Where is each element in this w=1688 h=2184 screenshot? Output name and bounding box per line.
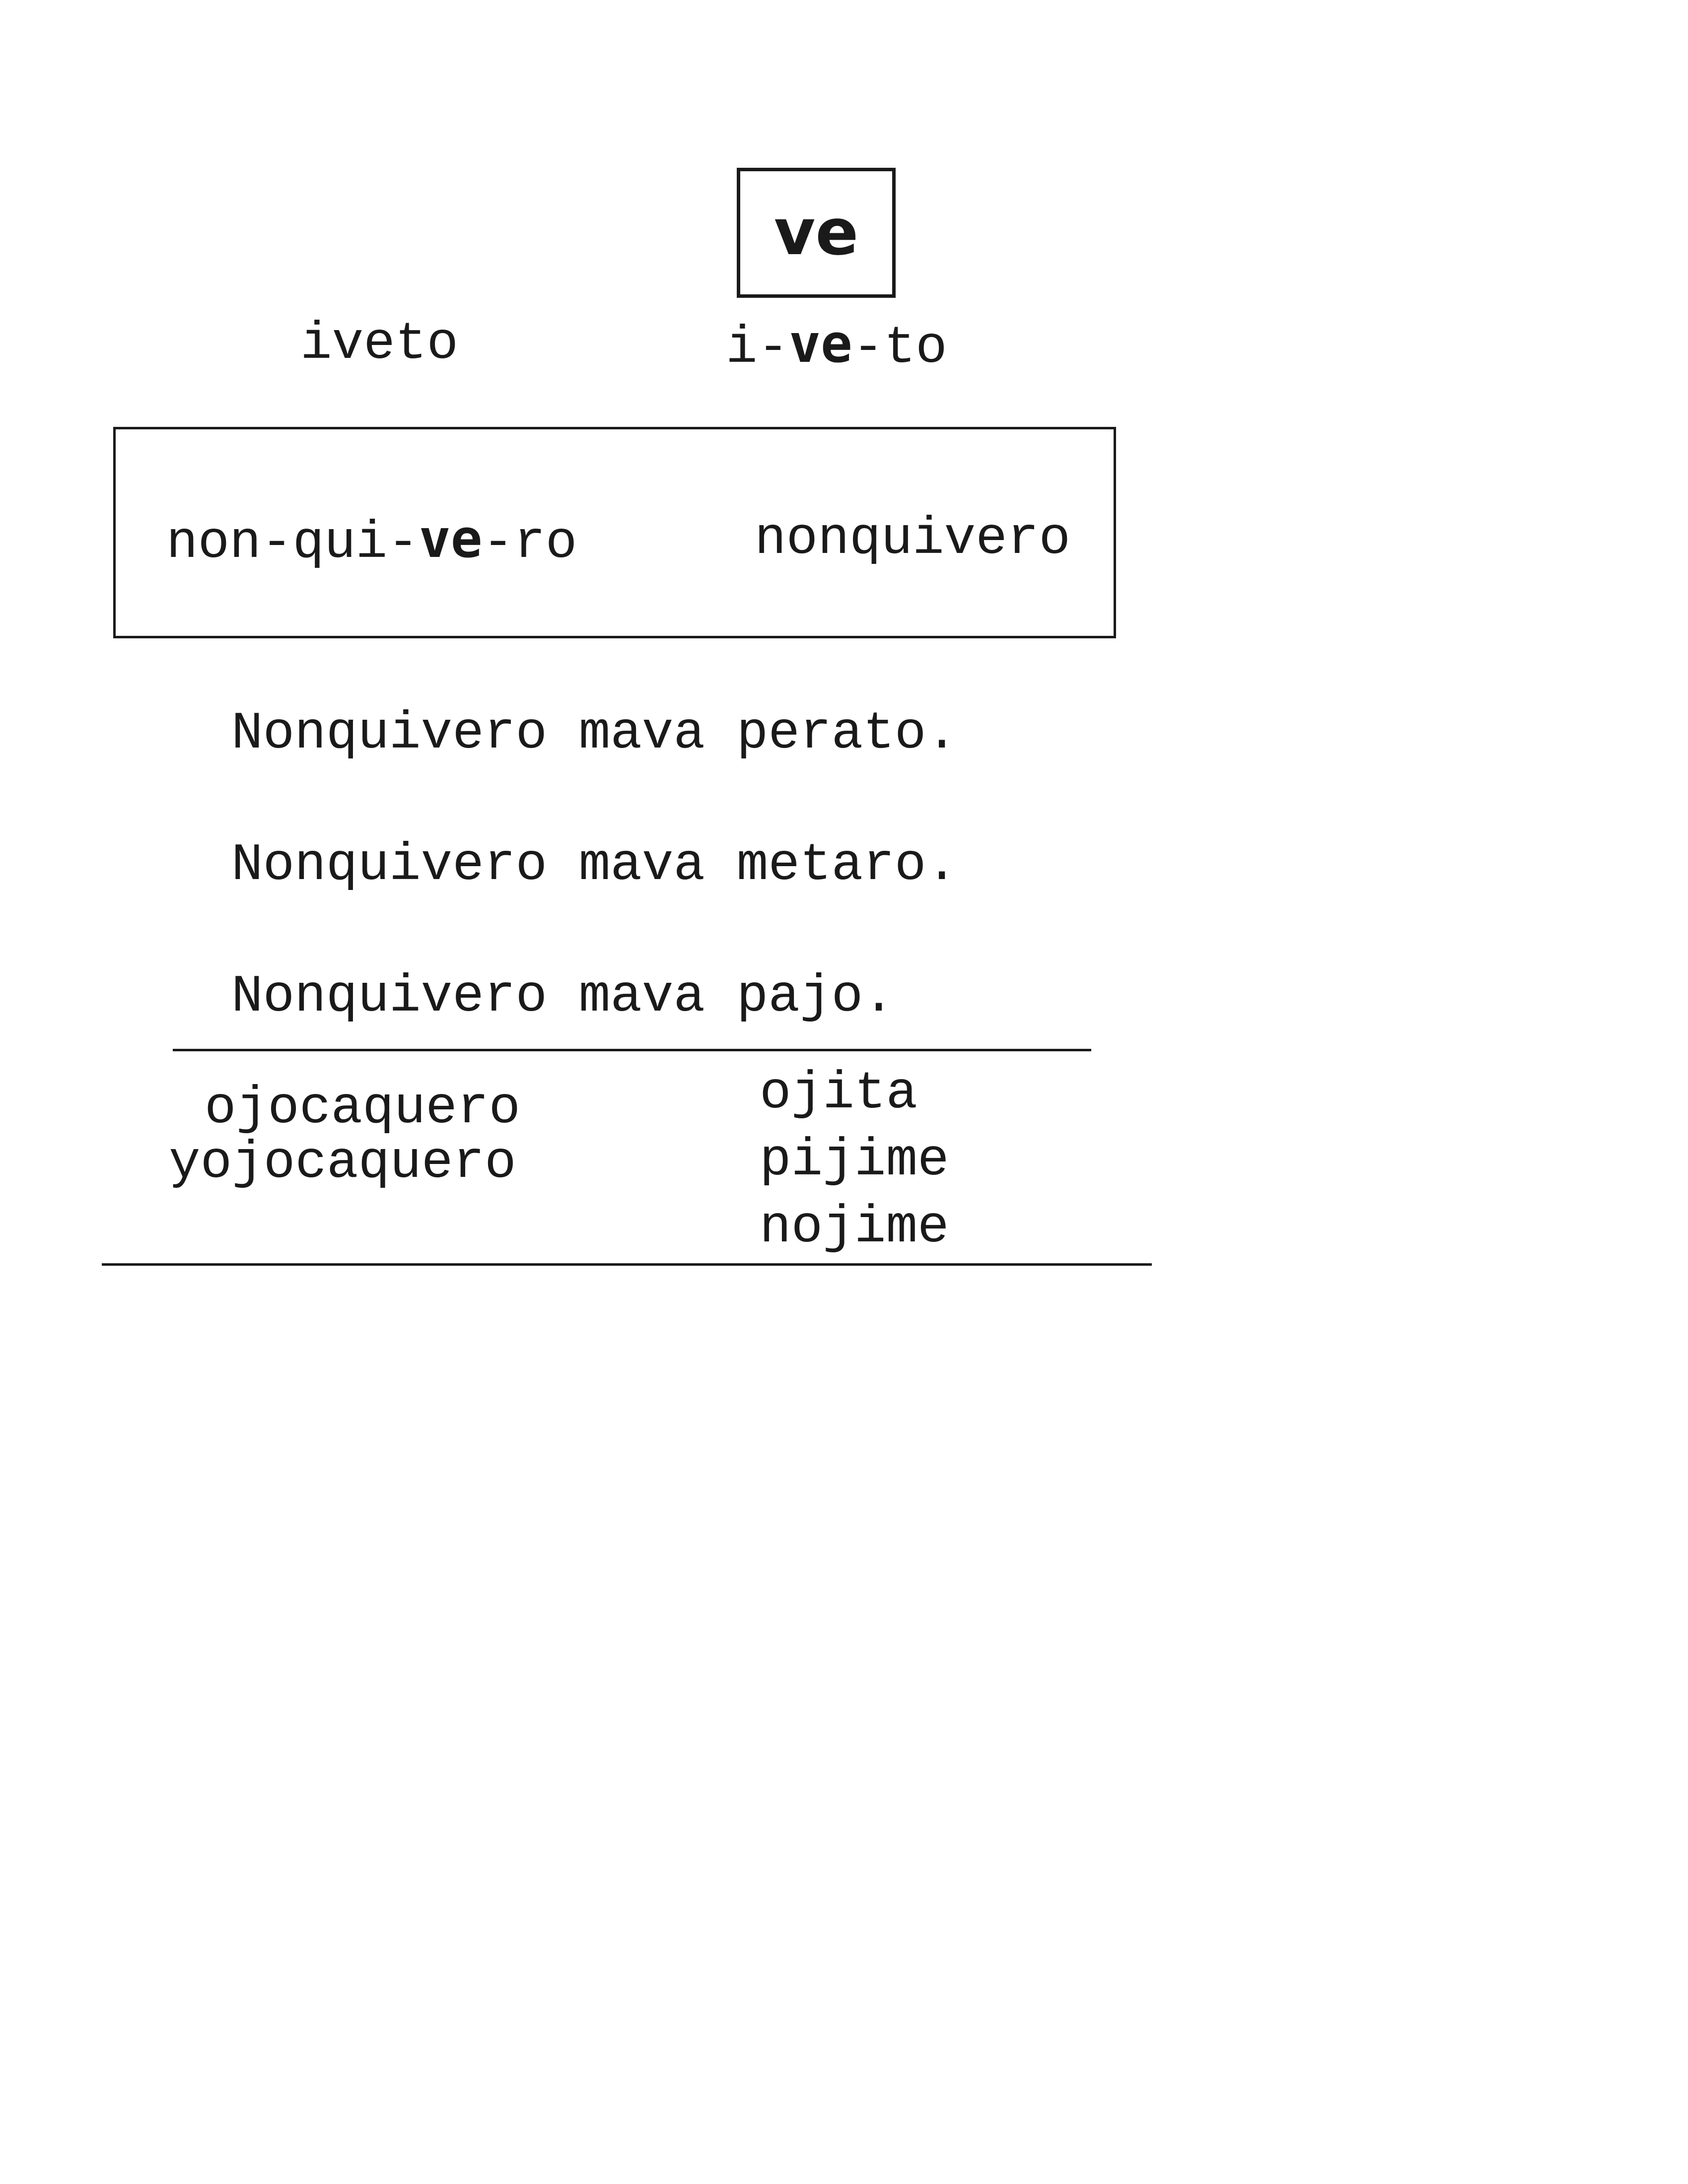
word-split-before: i- bbox=[726, 318, 789, 378]
divider-top bbox=[173, 1049, 1091, 1051]
boxed-word-split-after: -ro bbox=[482, 513, 577, 573]
boxed-word-split bbox=[166, 508, 577, 573]
syllable-box bbox=[737, 168, 896, 298]
sentence-2: Nonquivero mava metaro. bbox=[231, 835, 958, 895]
syllable-label: ve bbox=[774, 196, 859, 270]
sentence-1: Nonquivero mava perato. bbox=[231, 704, 958, 763]
word-split-syllable: ve bbox=[789, 313, 852, 374]
boxed-word-split-before: non-qui- bbox=[166, 513, 419, 573]
sentence-3: Nonquivero mava pajo. bbox=[231, 967, 895, 1026]
left-list-item-1: ojocaquero bbox=[205, 1079, 521, 1138]
word-split-after: -to bbox=[852, 318, 947, 378]
boxed-word-plain: nonquivero bbox=[755, 509, 1071, 569]
word-plain: iveto bbox=[300, 314, 459, 374]
divider-bottom bbox=[102, 1263, 1152, 1266]
word-split bbox=[726, 313, 947, 378]
right-list-item-1: ojita bbox=[760, 1064, 918, 1123]
right-list-item-2: pijime bbox=[760, 1131, 949, 1190]
left-list-item-2: yojocaquero bbox=[169, 1133, 516, 1193]
right-list-item-3: nojime bbox=[760, 1198, 949, 1257]
boxed-word-split-syllable: ve bbox=[419, 508, 483, 569]
